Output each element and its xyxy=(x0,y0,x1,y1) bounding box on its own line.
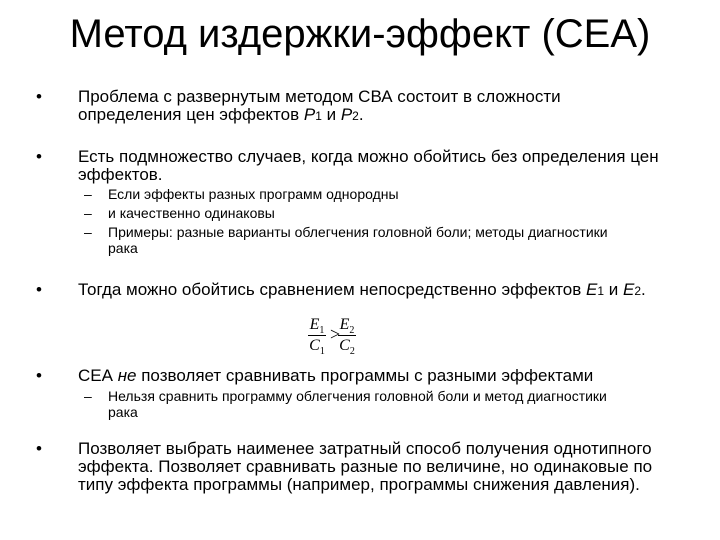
fraction-left xyxy=(308,316,326,358)
sub-text: Если эффекты разных программ однородны xyxy=(108,186,399,202)
bullet-marker: • xyxy=(36,87,42,106)
subscript: 1 xyxy=(597,284,605,298)
greater-than-sign: > xyxy=(330,324,341,344)
text-fragment: позволяет сравнивать программы с разными эффектами xyxy=(136,366,594,385)
text-line: Проблема с развернутым методом СВА состоит в сложности xyxy=(78,87,561,106)
text-line: типу эффекта программы (например, программы снижения давления). xyxy=(78,475,640,494)
text-fragment: и xyxy=(604,280,623,299)
text-line xyxy=(78,367,698,385)
numerator: $E_1$ xyxy=(309,316,325,337)
text-line xyxy=(78,281,698,300)
bullet-text xyxy=(78,367,698,385)
effect-e1: E xyxy=(586,280,598,299)
sub-text xyxy=(108,224,698,256)
text-fragment: определения цен эффектов xyxy=(78,105,304,124)
bullet-marker: • xyxy=(36,366,42,385)
dash-marker: – xyxy=(84,224,92,240)
dash-marker: – xyxy=(84,205,92,221)
text-fragment: и xyxy=(321,105,341,124)
subscript: 2 xyxy=(352,109,359,123)
text-line: Есть подмножество случаев, когда можно обойтись без определения цен xyxy=(78,147,659,166)
denominator: $C_2$ xyxy=(339,337,355,358)
text-line: Нельзя сравнить программу облегчения головной боли и метод диагностики xyxy=(108,388,607,404)
sub-text xyxy=(108,388,698,420)
fraction-right xyxy=(338,316,356,358)
price-p1: P xyxy=(303,105,316,124)
slide-title: Метод издержки-эффект (СЕА) xyxy=(69,12,651,56)
subscript: 1 xyxy=(315,109,322,123)
text-fragment: СЕА xyxy=(78,366,118,385)
text-line: рака xyxy=(108,404,138,420)
bullet-text xyxy=(78,148,698,184)
text-line: эффектов. xyxy=(78,165,163,184)
text-line: Примеры: разные варианты облегчения головной боли; методы диагностики xyxy=(108,224,608,240)
subscript: 2 xyxy=(634,284,642,298)
price-p2: P xyxy=(340,105,353,124)
text-line: рака xyxy=(108,240,138,256)
bullet-marker: • xyxy=(36,439,42,458)
dash-marker: – xyxy=(84,186,92,202)
text-line: эффекта. Позволяет сравнивать разные по величине, но одинаковые по xyxy=(78,457,653,476)
text-fragment: . xyxy=(358,105,364,124)
dash-marker: – xyxy=(84,388,92,404)
text-fragment: Тогда можно обойтись сравнением непосредственно эффектов xyxy=(78,280,586,299)
bullet-text xyxy=(78,88,698,125)
effect-e2: E xyxy=(622,280,635,299)
numerator: $E_2$ xyxy=(339,316,355,337)
emphasis-text: не xyxy=(117,366,137,385)
text-line xyxy=(78,106,698,125)
bullet-marker: • xyxy=(36,147,42,166)
denominator: $C_1$ xyxy=(309,337,325,358)
bullet-marker: • xyxy=(36,280,42,299)
sub-text: и качественно одинаковы xyxy=(108,205,275,221)
bullet-text xyxy=(78,281,698,300)
text-fragment: . xyxy=(641,280,646,299)
text-line: Позволяет выбрать наименее затратный способ получения однотипного xyxy=(78,439,652,458)
bullet-text xyxy=(78,440,698,494)
